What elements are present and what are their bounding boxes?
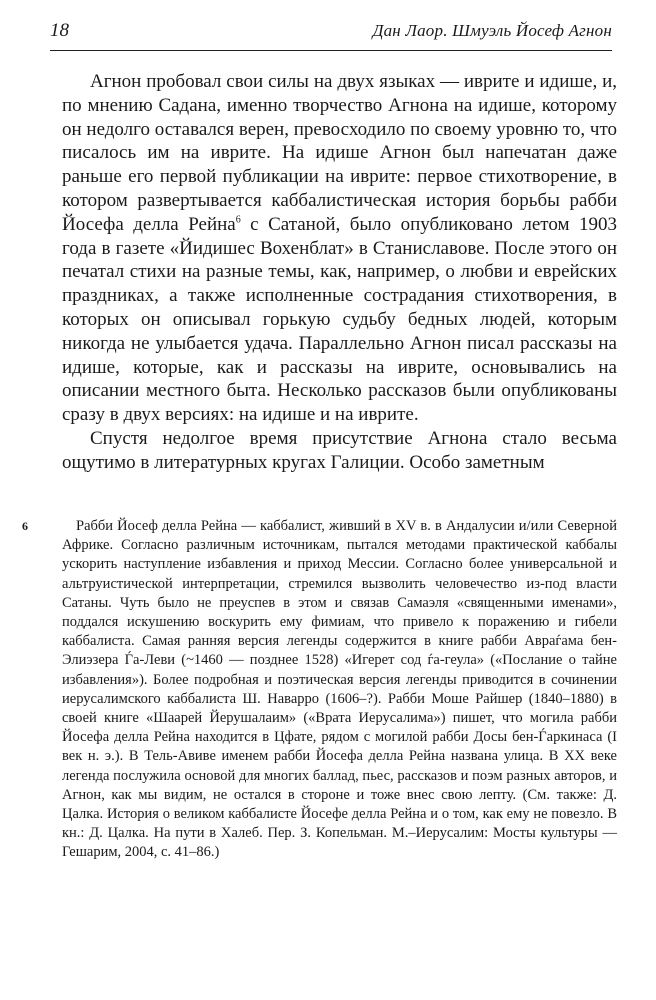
page-number: 18 xyxy=(50,20,69,41)
paragraph-1 xyxy=(62,70,617,427)
main-text xyxy=(62,70,617,475)
footnote xyxy=(22,517,617,863)
footnote-reference: 6 xyxy=(235,214,241,226)
paragraph-1-part-a: Агнон пробовал свои силы на двух языках — иврите и идише, и, по мнению Садана, именно творчество Агнона на идише, которому он недолго оставался верен, превосходило по своему уровню то, что писалось им на иврите. На идише Агнон был напечатан даже раньше его первой публикации на иврите: первое стихотворение, в котором развертывается каббалистическая история борьбы рабби Йосефа делла Рейна xyxy=(62,71,617,235)
paragraph-1-part-b: с Сатаной, было опубликовано летом 1903 года в газете «Йидишес Вохенблат» в Станиславове. После этого он печатал стихи на разные темы, как, например, о любви и еврейских праздниках, а также исполненные сострадания стихотворения, в которых он описывал горькую судьбу бедных людей, которым никогда не улыбается удача. Параллельно Агнон писал рассказы на идише, которые, как и рассказы на иврите, основывались на описании местного быта. Несколько рассказов были опубликованы сразу в двух версиях: на идише и на иврите. xyxy=(62,213,617,426)
page-header xyxy=(50,18,612,46)
header-rule xyxy=(50,50,612,51)
paragraph-2: Спустя недолгое время присутствие Агнона стало весьма ощутимо в литературных кругах Галиции. Особо заметным xyxy=(62,427,617,473)
footnote-text: Рабби Йосеф делла Рейна — каббалист, живший в XV в. в Андалусии и/или Северной Африке. Согласно различным источникам, пытался методами практической каббалы ускорить наступление избавления и приход Мессии. Согласно более универсальной и альтруистической интерпретации, стремился вызволить человечество из-под власти Сатаны. Чуть было не преуспев в этом и связав Самаэля «священными именами», поддался искушению воскурить ему фимиам, что привело к поражению и гибели каббалиста. Самая ранняя версия легенды содержится в книге рабби Авраѓама бен-Элиэзера Ѓа-Леви (~1460 — позднее 1528) «Игерет сод ѓа-геула» («Послание о тайне избавления»). Более подробная и поэтическая версия легенды приводится в сочинении иерусалимского каббалиста Ш. Наварро (1606–?). Рабби Моше Райшер (1840–1880) в своей книге «Шаарей Йерушалаим» («Врата Иерусалима») пишет, что могила рабби Йосефа делла Рейна находится в Цфате, рядом с могилой рабби Досы бен-Ѓаркинаса (I век н. э.). В Тель-Авиве именем рабби Йосефа делла Рейна названа улица. В XX веке легенда послужила основой для многих баллад, пьес, рассказов и поэм разных авторов, и Агнон, как мы видим, не остался в стороне и тоже внес свою лепту. (См. также: Д. Цалка. История о великом каббалисте Йосефе делла Рейна и о том, как ему не повезло. В кн.: Д. Цалка. На пути в Халеб. Пер. З. Копельман. М.–Иерусалим: Мосты культуры — Гешарим, 2004, с. 41–86.) xyxy=(62,518,617,861)
running-title: Дан Лаор. Шмуэль Йосеф Агнон xyxy=(372,21,612,40)
footnote-marker: 6 xyxy=(22,519,28,533)
